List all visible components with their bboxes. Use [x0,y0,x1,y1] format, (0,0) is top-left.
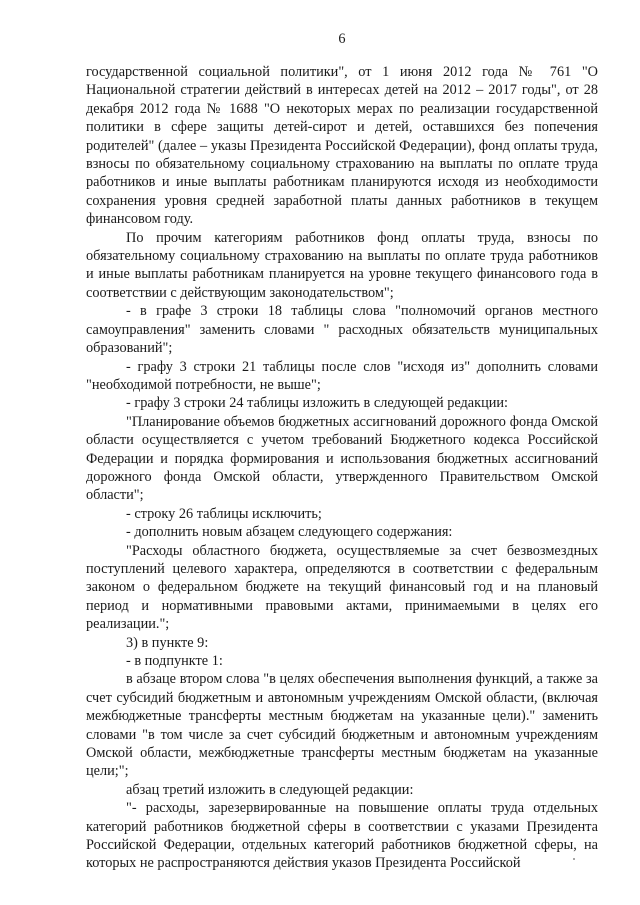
paragraph-road-fund: "Планирование объемов бюджетных ассигнований дорожного фонда Омской области осуществляется с учетом требований Бюджетного кодекса Российской Федерации и порядка формирования и использования бюджетных ассигнований дорожного фонда Омской области, утвержденного Правительством Омской области"; [86,413,598,504]
paragraph-new-abzac: - дополнить новым абзацем следующего содержания: [126,524,453,541]
paragraph-row-26: - строку 26 таблицы исключить; [126,505,322,522]
paragraph-row-24: - графу 3 строки 24 таблицы изложить в следующей редакции: [126,395,508,412]
paragraph-subitem-1: - в подпункте 1: [126,653,223,669]
paragraph-row-21: - графу 3 строки 21 таблицы после слов "исходя из" дополнить словами "необходимой потребности, не выше"; [86,358,598,393]
document-page [86,30,598,873]
paragraph-abzac-third: абзац третий изложить в следующей редакции: [126,781,414,798]
paragraph-abzac-second: в абзаце втором слова "в целях обеспечения выполнения функций, а также за счет субсидий бюджетным и автономным учреждениям Омской области, (включая межбюджетные трансферты местным бюджетам на указанные цели)." заменить словами "в том числе за счет субсидий бюджетным и автономным учреждениям Омской области, межбюджетные трансферты местным бюджетам на указанные цели;"; [86,671,598,780]
paragraph-row-18: - в графе 3 строки 18 таблицы слова "полномочий органов местного самоуправления" заменить словами " расходных обязательств муниципальных образований"; [86,303,598,357]
paragraph-reserved-expenses: "- расходы, зарезервированные на повышение оплаты труда отдельных категорий работников бюджетной сферы в соответствии с указами Президента Российской Федерации, отдельных категорий работников бюджетной сферы, на которых не распространяются действия указов Президента Российской [86,800,598,872]
page-number: 6 [338,31,346,47]
paragraph-regional-expenses: "Расходы областного бюджета, осуществляемые за счет безвозмездных поступлений целевого характера, определяются в соответствии с федеральным законом о федеральном бюджете на текущий финансовый год и на плановый период и нормативными правовыми актами, принимаемыми в целях его реализации."; [86,542,598,633]
paragraph-item-9: 3) в пункте 9: [126,634,209,651]
paragraph-other-categories: По прочим категориям работников фонд оплаты труда, взносы по обязательному социальному страхованию на выплаты по оплате труда работников и иные выплаты работникам планируется на уровне текущего финансового года в соответствии с действующим законодательством"; [86,229,598,301]
scan-speck [573,858,575,860]
paragraph-continuation: государственной социальной политики", от 1 июня 2012 года № 761 "О Национальной стратегии действий в интересах детей на 2012 – 2017 годы", от 28 декабря 2012 года № 1688 "О некоторых мерах по реализации государственной политики в сфере защиты детей-сирот и детей, оставшихся без попечения родителей" (далее – указы Президента Российской Федерации), фонд оплаты труда, взносы по обязательному социальному страхованию на выплаты по оплате труда работников и иные выплаты работникам планируются исходя из необходимости сохранения уровня средней заработной платы данных работников в текущем финансовом году. [86,64,598,228]
